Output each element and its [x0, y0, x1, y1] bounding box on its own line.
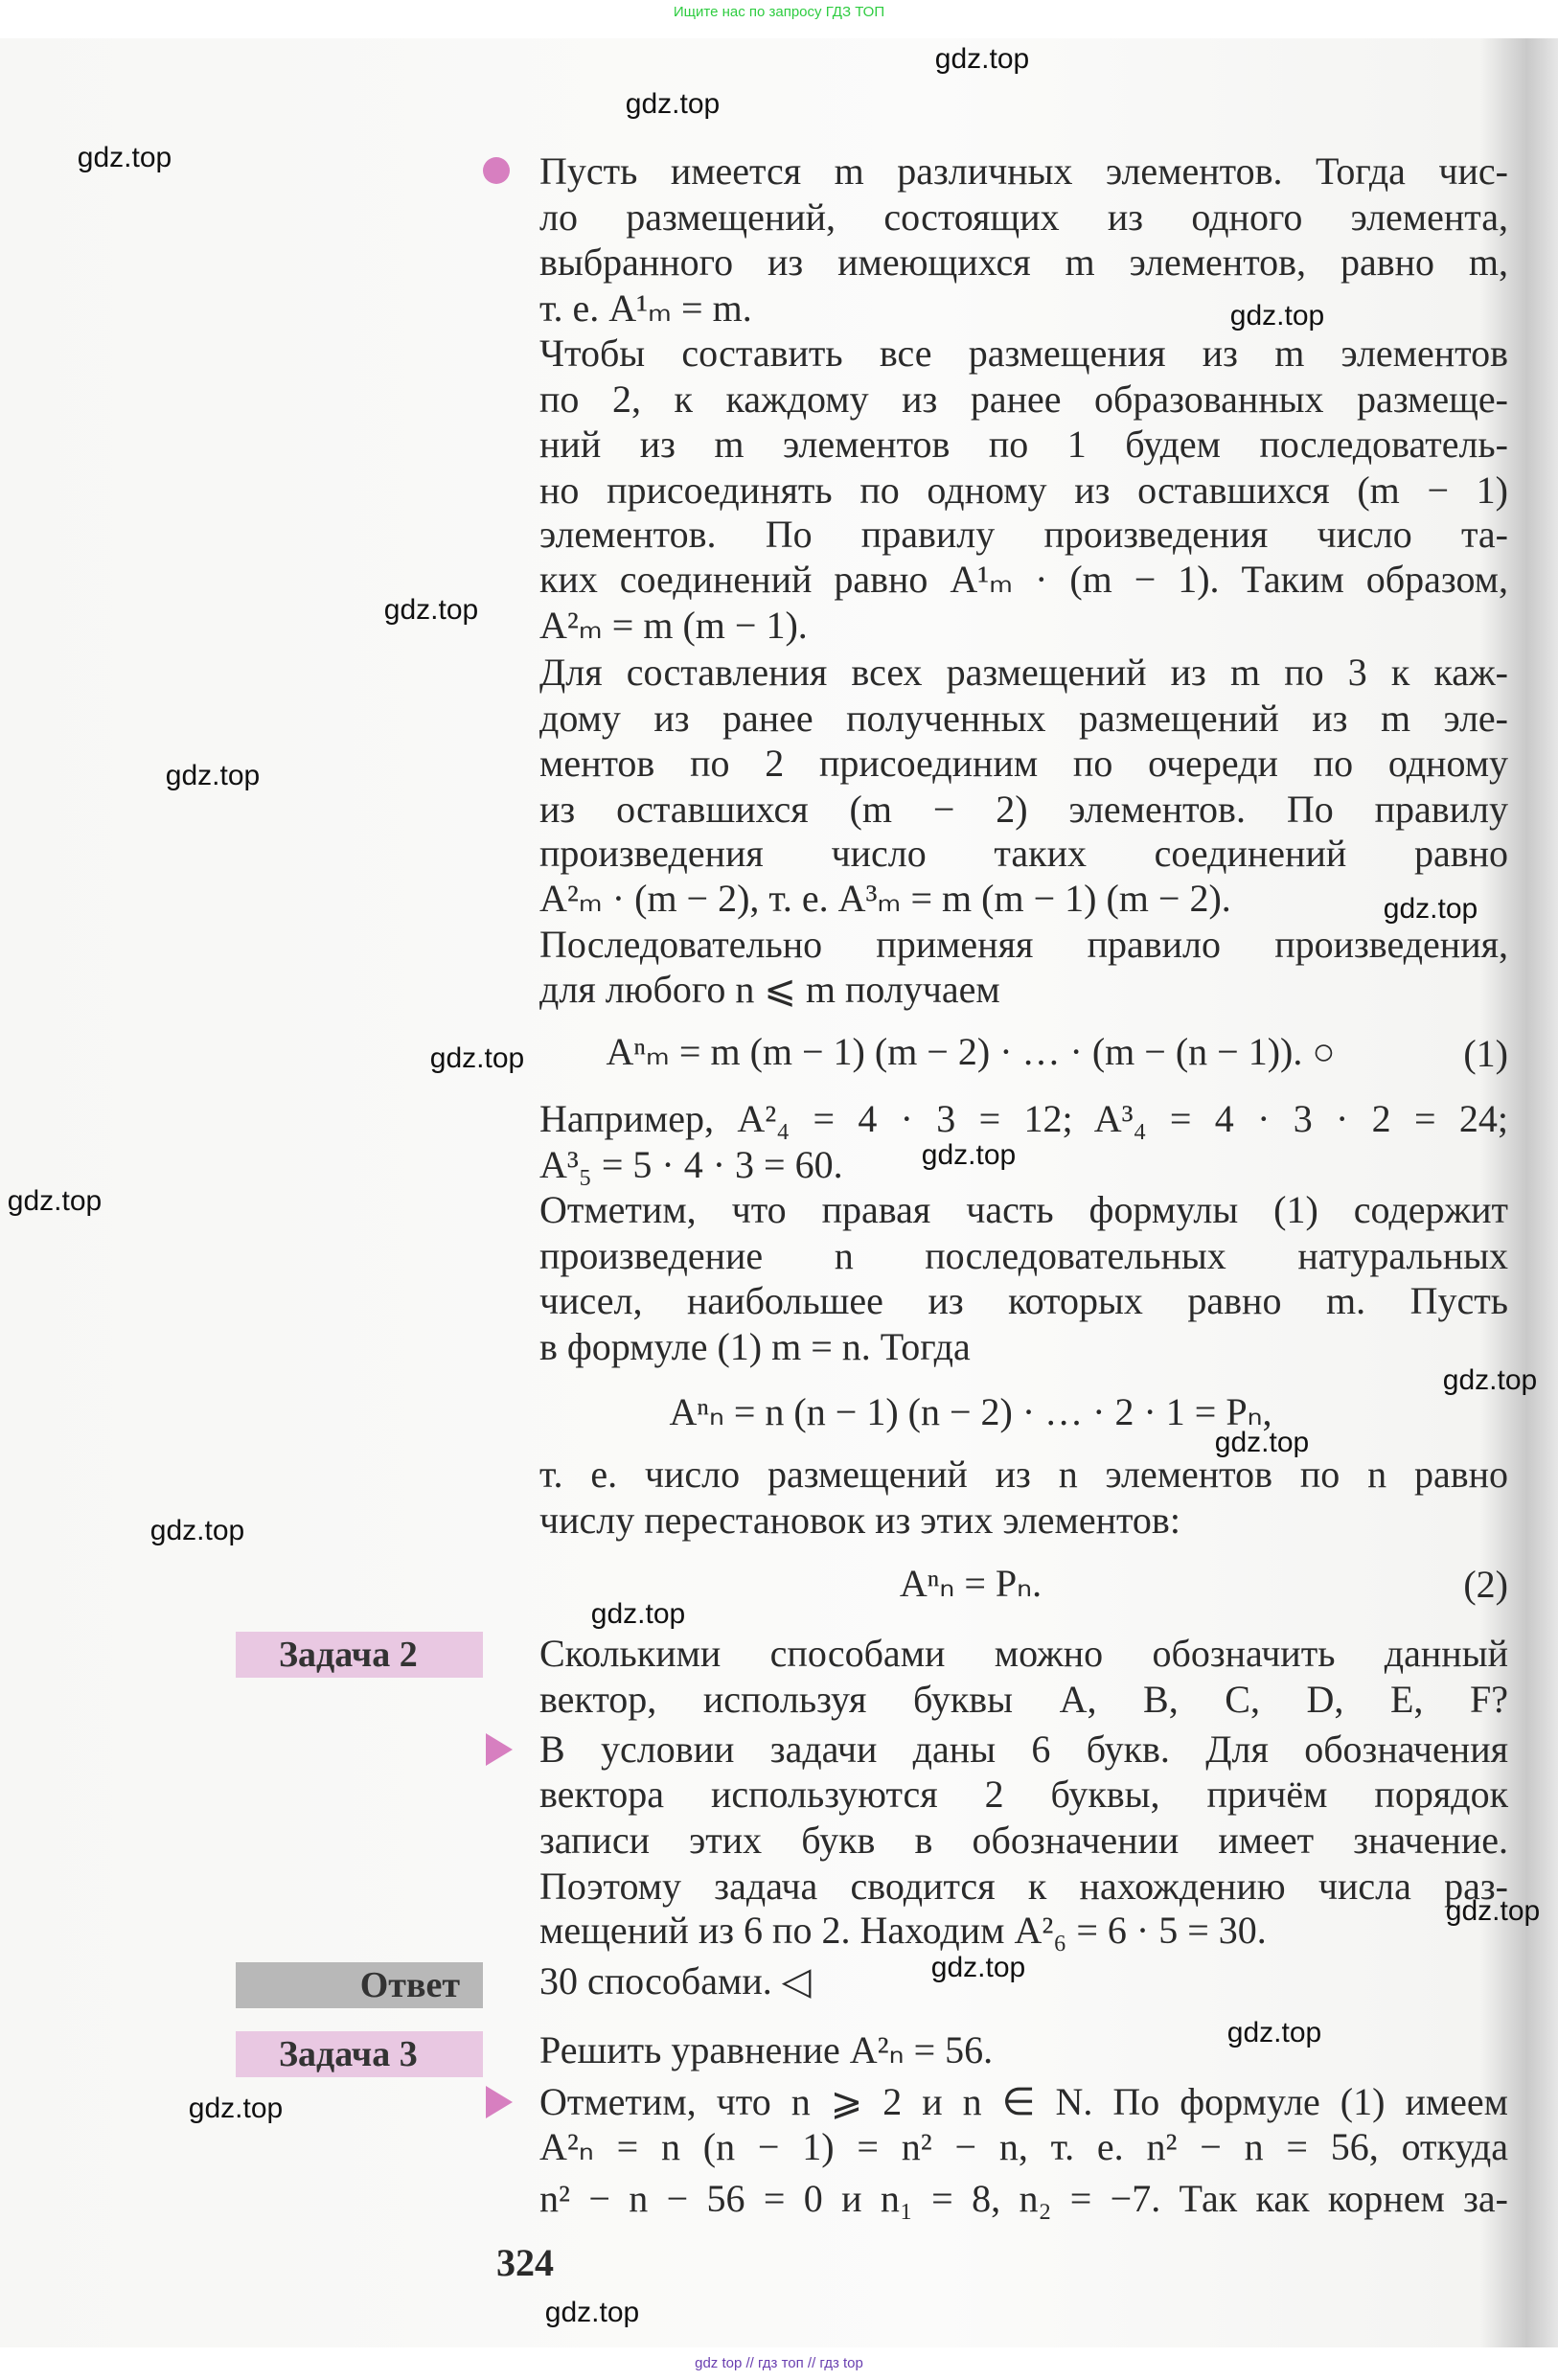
task-2-label: [236, 1632, 483, 1678]
text-line: Решить уравнение A²ₙ = 56.: [539, 2028, 994, 2071]
text-line: произведение n последовательных натуральных: [539, 1234, 1508, 1277]
watermark: gdz.top: [1445, 1895, 1541, 1927]
watermark: gdz.top: [625, 88, 721, 120]
bullet-circle-icon: [483, 157, 510, 184]
text-line: произведения число таких соединений равно: [539, 832, 1508, 875]
text-line: мещений из 6 по 2. Находим A²₆ = 6 · 5 = 30.: [539, 1909, 1267, 1952]
text-line: Поэтому задача сводится к нахождению числа раз-: [539, 1865, 1508, 1908]
page-number: 324: [496, 2241, 554, 2284]
text-line: A³₅ = 5 · 4 · 3 = 60.: [539, 1143, 843, 1186]
text-line: A²ₘ · (m − 2), т. е. A³ₘ = m (m − 1) (m − 2).: [539, 877, 1231, 920]
watermark: gdz.top: [429, 1042, 525, 1074]
answer-label-text: Ответ: [359, 1965, 460, 2005]
text-line: Сколькими способами можно обозначить данный: [539, 1632, 1508, 1675]
task-3-label-text: Задача 3: [279, 2034, 418, 2074]
text-line: ний из m элементов по 1 будем последователь-: [539, 423, 1508, 466]
text-line: дому из ранее полученных размещений из m эле-: [539, 697, 1508, 740]
bottom-footer: gdz top // гдз топ // гдз top: [695, 2355, 863, 2371]
watermark: gdz.top: [77, 142, 172, 173]
text-line: Например, A²₄ = 4 · 3 = 12; A³₄ = 4 · 3 · 2 = 24;: [539, 1097, 1508, 1140]
text-line: Для составления всех размещений из m по 3 к каж-: [539, 651, 1508, 694]
text-line: Пусть имеется m различных элементов. Тогда чис-: [539, 149, 1508, 193]
text-line: элементов. По правилу произведения число та-: [539, 513, 1508, 556]
text-line: ментов по 2 присоединим по очереди по одному: [539, 742, 1508, 785]
text-line: чисел, наибольшее из которых равно m. Пусть: [539, 1279, 1508, 1322]
task-2-label-text: Задача 2: [279, 1635, 418, 1675]
text-line: вектор, используя буквы A, B, C, D, E, F?: [539, 1678, 1508, 1721]
text-line: Отметим, что правая часть формулы (1) содержит: [539, 1188, 1508, 1231]
watermark: gdz.top: [149, 1515, 245, 1546]
text-line: из оставшихся (m − 2) элементов. По правилу: [539, 788, 1508, 831]
solution-triangle-icon: [486, 2086, 513, 2118]
solution-triangle-icon: [486, 1733, 513, 1766]
text-line: т. е. A¹ₘ = m.: [539, 286, 752, 330]
equation-number-1: (1): [1463, 1032, 1508, 1075]
watermark: gdz.top: [1383, 893, 1478, 925]
text-line: ких соединений равно A¹ₘ · (m − 1). Таким образом,: [539, 558, 1508, 601]
text-line: записи этих букв в обозначении имеет значение.: [539, 1819, 1508, 1862]
watermark: gdz.top: [1229, 300, 1325, 332]
text-line: A²ₘ = m (m − 1).: [539, 604, 808, 647]
watermark: gdz.top: [930, 1952, 1026, 1983]
text-line: для любого n ⩽ m получаем: [539, 968, 1000, 1011]
text-line: выбранного из имеющихся m элементов, равно m,: [539, 240, 1508, 284]
text-line: 30 способами. ◁: [539, 1959, 812, 2002]
watermark: gdz.top: [188, 2093, 284, 2124]
text-line: числу перестановок из этих элементов:: [539, 1499, 1180, 1542]
watermark: gdz.top: [590, 1598, 686, 1630]
text-line: Последовательно применяя правило произведения,: [539, 923, 1508, 966]
text-line: Aⁿₙ = Pₙ.: [899, 1562, 1042, 1605]
watermark: gdz.top: [383, 594, 479, 626]
text-line: n² − n − 56 = 0 и n₁ = 8, n₂ = −7. Так как корнем за-: [539, 2177, 1508, 2220]
text-line: Чтобы составить все размещения из m элементов: [539, 332, 1508, 375]
top-banner: Ищите нас по запросу ГДЗ ТОП: [673, 4, 885, 20]
text-line: вектора используются 2 буквы, причём порядок: [539, 1773, 1508, 1816]
watermark: gdz.top: [1214, 1427, 1310, 1458]
text-line: Aⁿₘ = m (m − 1) (m − 2) · … · (m − (n − 1)). ○: [606, 1030, 1336, 1073]
watermark: gdz.top: [1226, 2017, 1322, 2048]
equation-number-2: (2): [1463, 1563, 1508, 1606]
text-line: Отметим, что n ⩾ 2 и n ∈ N. По формуле (1) имеем: [539, 2080, 1508, 2123]
watermark: gdz.top: [921, 1139, 1017, 1171]
watermark: gdz.top: [934, 43, 1030, 75]
watermark: gdz.top: [1442, 1364, 1538, 1396]
text-line: в формуле (1) m = n. Тогда: [539, 1325, 971, 1368]
text-line: по 2, к каждому из ранее образованных размеще-: [539, 378, 1508, 421]
text-line: A²ₙ = n (n − 1) = n² − n, т. е. n² − n = 56, откуда: [539, 2125, 1508, 2168]
watermark: gdz.top: [544, 2297, 640, 2328]
text-line: ло размещений, состоящих из одного элемента,: [539, 195, 1508, 239]
watermark: gdz.top: [7, 1185, 103, 1217]
answer-label: [236, 1962, 483, 2008]
text-line: но присоединять по одному из оставшихся (m − 1): [539, 469, 1508, 512]
watermark: gdz.top: [165, 760, 261, 791]
task-3-label: [236, 2031, 483, 2077]
text-line: т. е. число размещений из n элементов по n равно: [539, 1453, 1508, 1496]
text-line: В условии задачи даны 6 букв. Для обозначения: [539, 1728, 1508, 1771]
text-line: Aⁿₙ = n (n − 1) (n − 2) · … · 2 · 1 = Pₙ,: [669, 1390, 1272, 1433]
